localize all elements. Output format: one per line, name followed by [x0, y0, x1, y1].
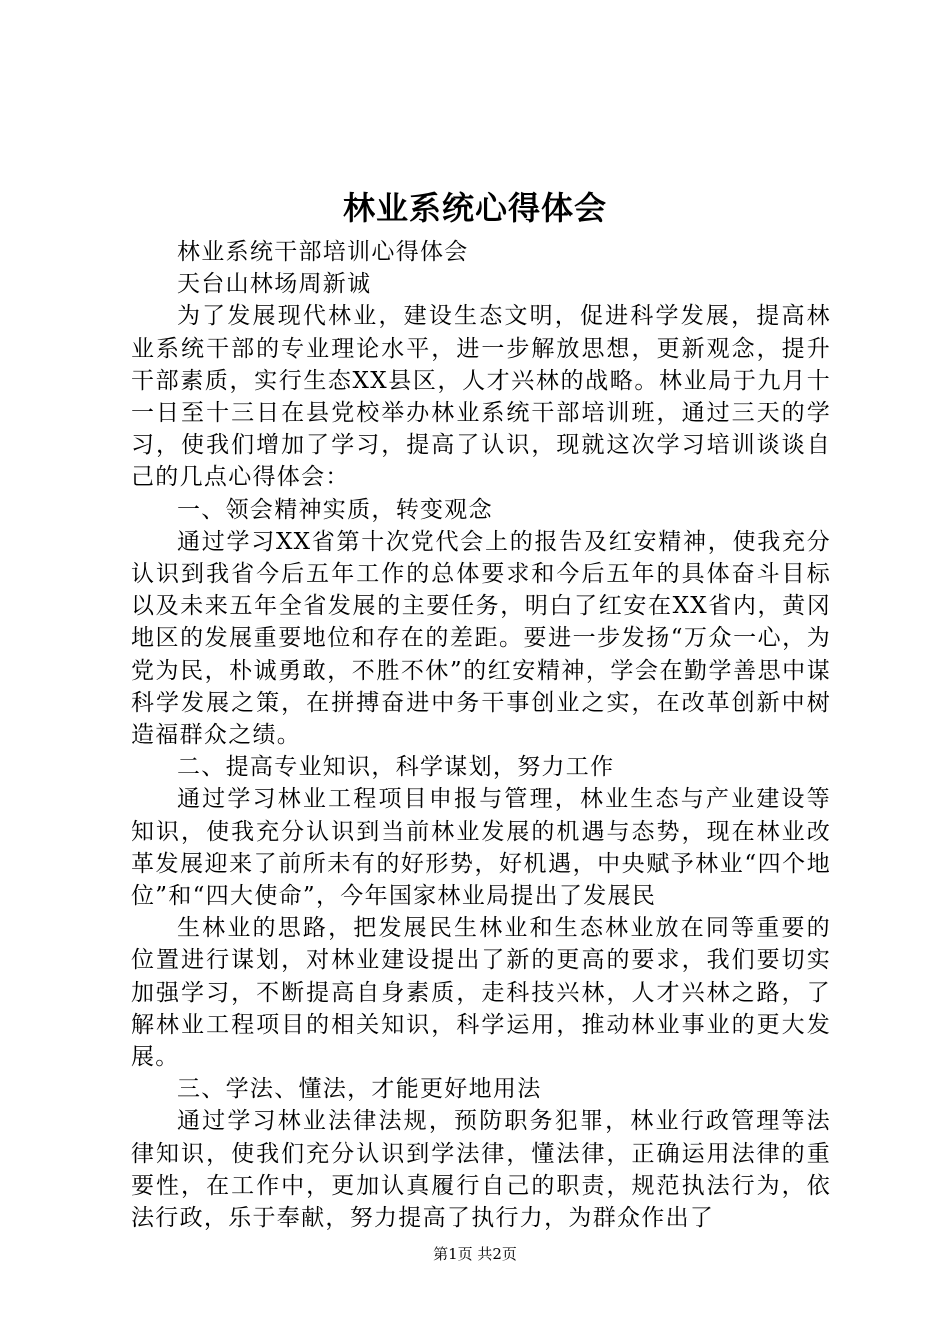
section-3-paragraph: 通过学习林业法律法规，预防职务犯罪，林业行政管理等法律知识，使我们充分认识到学法律，懂法律，正确运用法律的重要性，在工作中，更加认真履行自己的职责，规范执法行为，依法行政，乐于奉献，努力提高了执行力，为群众作出了 — [131, 1108, 831, 1232]
document-body — [131, 236, 831, 1234]
section-heading-1: 一、领会精神实质，转变观念 — [177, 496, 493, 523]
section-1-paragraph: 通过学习XX省第十次党代会上的报告及红安精神，使我充分认识到我省今后五年工作的总体要求和今后五年的具体奋斗目标以及未来五年全省发展的主要任务，明白了红安在XX省内，黄冈地区的发展重要地位和存在的差距。要进一步发扬“万众一心，为党为民，朴诚勇敢，不胜不休”的红安精神，学会在勤学善思中谋科学发展之策，在拼搏奋进中务干事创业之实，在改革创新中树造福群众之绩。 — [131, 528, 831, 749]
section-heading-3: 三、学法、懂法，才能更好地用法 — [177, 1076, 542, 1103]
page-footer: 第1页 共2页 — [433, 1245, 517, 1263]
intro-paragraph: 为了发展现代林业，建设生态文明，促进科学发展，提高林业系统干部的专业理论水平，进一步解放思想，更新观念，提升干部素质，实行生态XX县区，人才兴林的战略。林业局于九月十一日至十三日在县党校举办林业系统干部培训班，通过三天的学习，使我们增加了学习，提高了认识，现就这次学习培训谈谈自己的几点心得体会： — [131, 303, 831, 491]
author-line: 天台山林场周新诚 — [177, 271, 372, 298]
section-heading-2: 二、提高专业知识，科学谋划，努力工作 — [177, 754, 615, 781]
document-title: 林业系统心得体会 — [342, 189, 607, 227]
section-2-paragraph-a: 通过学习林业工程项目申报与管理，林业生态与产业建设等知识，使我充分认识到当前林业发展的机遇与态势，现在林业改革发展迎来了前所未有的好形势，好机遇，中央赋予林业“四个地位”和“四大使命”，今年国家林业局提出了发展民 — [131, 786, 831, 910]
section-2-paragraph-b: 生林业的思路，把发展民生林业和生态林业放在同等重要的位置进行谋划，对林业建设提出了新的更高的要求，我们要切实加强学习，不断提高自身素质，走科技兴林，人才兴林之路，了解林业工程项目的相关知识，科学运用，推动林业事业的更大发展。 — [131, 915, 831, 1071]
subtitle-line: 林业系统干部培训心得体会 — [177, 239, 469, 265]
